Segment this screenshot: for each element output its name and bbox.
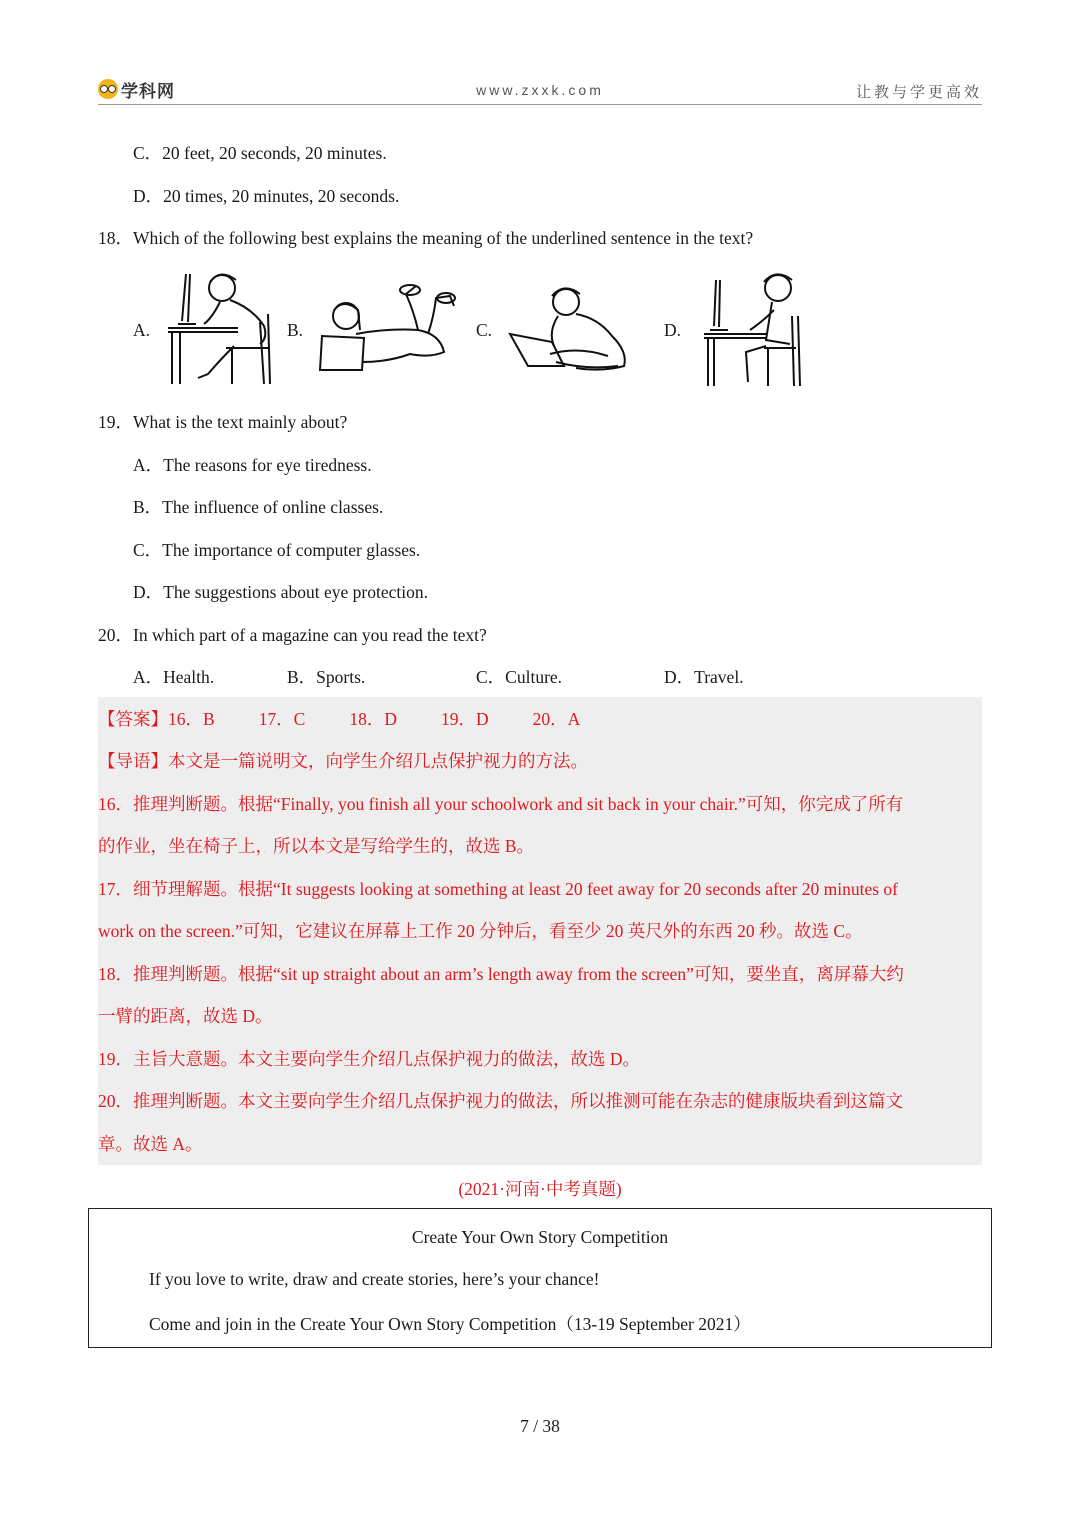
q18-label-a: A. (133, 320, 151, 340)
guide-text: 本文是一篇说明文，向学生介绍几点保护视力的方法。 (168, 751, 588, 771)
q19-stem: 19．What is the text mainly about? (98, 412, 348, 432)
q18-label-b: B. (287, 320, 304, 340)
q19-option-d: D．The suggestions about eye protection. (133, 582, 429, 602)
q18-picture-d (700, 270, 806, 390)
q19-option-c: C．The importance of computer glasses. (133, 540, 421, 560)
explanation-19: 19．主旨大意题。本文主要向学生介绍几点保护视力的做法，故选 D。 (98, 1049, 641, 1069)
site-slogan: 让教与学更高效 (855, 83, 982, 101)
answer-key-16: 16．B (168, 709, 215, 729)
logo-text: 学科网 (121, 81, 175, 102)
q20-option-d: D．Travel. (664, 667, 744, 687)
explanation-17-line-1: 17．细节理解题。根据“It suggests looking at something at least 20 feet away for 20 seconds after 20 minutes of (98, 879, 898, 899)
q19-option-a: A．The reasons for eye tiredness. (133, 455, 372, 475)
guide-label: 【导语】 (98, 751, 168, 771)
q20-option-a: A．Health. (133, 667, 215, 687)
answer-key-20: 20．A (532, 709, 581, 729)
explanation-20-line-2: 章。故选 A。 (98, 1134, 203, 1154)
exam-source: (2021·河南·中考真题) (458, 1179, 622, 1199)
explanation-16-line-2: 的作业，坐在椅子上，所以本文是写给学生的，故选 B。 (98, 836, 535, 856)
explanation-17-line-2: work on the screen.”可知，它建议在屏幕上工作 20 分钟后，看至少 20 英尺外的东西 20 秒。故选 C。 (98, 921, 863, 941)
page-number: 7 / 38 (520, 1416, 560, 1436)
guide-line (98, 750, 588, 772)
answer-label: 【答案】 (98, 709, 168, 729)
q18-label-d: D. (664, 320, 682, 340)
q18-picture-b (318, 276, 460, 376)
site-url[interactable]: www.zxxk.com (476, 82, 604, 98)
q18-label-c: C. (476, 320, 493, 340)
q18-picture-c (506, 280, 632, 376)
answer-key-17: 17．C (258, 709, 306, 729)
passage-line-2: Come and join in the Create Your Own Story Competition（13-19 September 2021） (149, 1314, 751, 1334)
passage-box (88, 1208, 992, 1348)
page-header (98, 76, 982, 105)
explanation-16-line-1: 16．推理判断题。根据“Finally, you finish all your schoolwork and sit back in your chair.”可知，你完成了所有 (98, 794, 904, 814)
q17-option-d: D．20 times, 20 minutes, 20 seconds. (133, 186, 400, 206)
q20-stem: 20．In which part of a magazine can you read the text? (98, 625, 487, 645)
answer-keys-line (98, 708, 580, 730)
explanation-20-line-1: 20．推理判断题。本文主要向学生介绍几点保护视力的做法，所以推测可能在杂志的健康版块看到这篇文 (98, 1091, 903, 1111)
answer-key-18: 18．D (349, 709, 398, 729)
explanation-18-line-1: 18．推理判断题。根据“sit up straight about an arm’s length away from the screen”可知，要坐直，离屏幕大约 (98, 964, 904, 984)
answer-key-19: 19．D (441, 709, 489, 729)
passage-title: Create Your Own Story Competition (411, 1227, 669, 1247)
q19-option-b: B．The influence of online classes. (133, 497, 384, 517)
q20-option-c: C．Culture. (476, 667, 563, 687)
passage-line-1: If you love to write, draw and create stories, here’s your chance! (149, 1269, 600, 1289)
q18-stem: 18．Which of the following best explains the meaning of the underlined sentence in the text? (98, 228, 754, 248)
q18-picture-a (160, 266, 280, 390)
q20-option-b: B．Sports. (287, 667, 366, 687)
q17-option-c: C．20 feet, 20 seconds, 20 minutes. (133, 143, 387, 163)
explanation-18-line-2: 一臂的距离，故选 D。 (98, 1006, 273, 1026)
